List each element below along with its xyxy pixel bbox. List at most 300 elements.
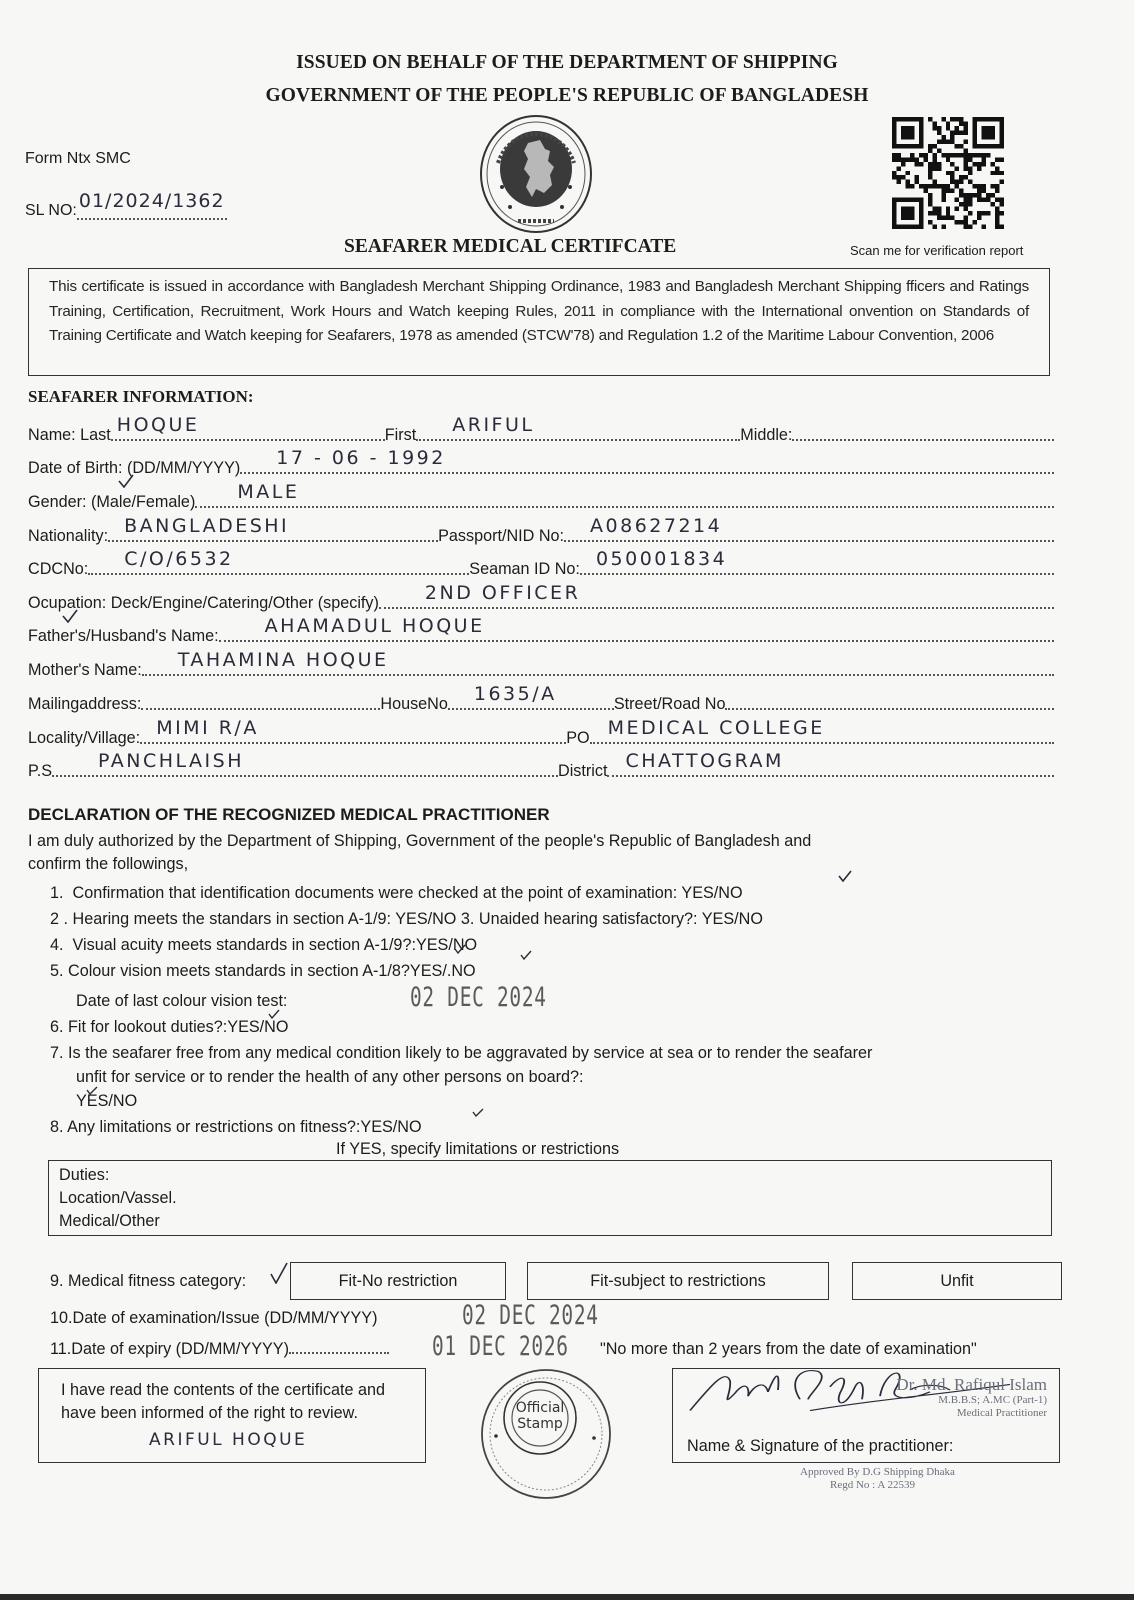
qr-module — [892, 220, 896, 224]
qr-module — [896, 198, 900, 202]
qr-module — [937, 162, 941, 166]
qr-module — [973, 130, 977, 134]
mother-name-label: Mother's Name: — [28, 661, 142, 679]
qr-module — [941, 225, 945, 229]
scan-edge — [0, 1594, 1134, 1600]
practitioner-stamp-approval: Approved By D.G Shipping Dhaka — [800, 1466, 955, 1478]
qr-module — [995, 216, 999, 220]
occupation-field[interactable] — [379, 583, 1054, 609]
qr-module — [910, 135, 914, 139]
seaman-id-value: 050001834 — [595, 548, 728, 570]
gender-label: Gender: (Male/Female) — [28, 493, 196, 511]
qr-module — [950, 162, 954, 166]
qr-module — [910, 216, 914, 220]
exam-date-label: 10.Date of examination/Issue (DD/MM/YYYY) — [50, 1309, 378, 1327]
father-check-icon — [62, 609, 78, 623]
qr-module — [973, 220, 977, 224]
expiry-note: "No more than 2 years from the date of examination" — [600, 1340, 977, 1358]
qr-module — [982, 189, 986, 193]
qr-module — [968, 157, 972, 161]
qr-module — [910, 144, 914, 148]
middle-name-label: Middle: — [740, 426, 793, 444]
qr-module — [905, 198, 909, 202]
gender-male-check-icon — [118, 474, 134, 488]
qr-module — [995, 184, 999, 188]
ps-value: PANCHLAISH — [98, 750, 244, 772]
street-field[interactable] — [725, 684, 1054, 710]
official-stamp-icon — [478, 1366, 614, 1502]
middle-name-field[interactable] — [792, 415, 1054, 441]
qr-module — [914, 162, 918, 166]
qr-module — [964, 175, 968, 179]
qr-module — [950, 171, 954, 175]
declaration-intro-1: I am duly authorized by the Department of Shipping, Government of the people's Republic of Bangladesh and — [28, 832, 812, 850]
qr-module — [991, 171, 995, 175]
qr-module — [964, 148, 968, 152]
row-cdc — [28, 549, 1054, 579]
qr-module — [919, 211, 923, 215]
district-value: CHATTOGRAM — [625, 750, 784, 772]
house-no-value: 1635/A — [473, 683, 557, 705]
qr-module — [995, 144, 999, 148]
declaration-item-1: 1. Confirmation that identification documents were checked at the point of examination: YES/NO — [50, 884, 743, 902]
qr-module — [968, 198, 972, 202]
qr-module — [1000, 126, 1004, 130]
seafarer-signature-name: ARIFUL HOQUE — [149, 1430, 308, 1450]
practitioner-stamp-regd: Regd No : A 22539 — [830, 1479, 915, 1491]
practitioner-stamp-name: Dr. Md. Rafiqul Islam — [896, 1375, 1047, 1394]
header-government: GOVERNMENT OF THE PEOPLE'S REPUBLIC OF BANGLADESH — [265, 85, 869, 106]
qr-module — [964, 207, 968, 211]
qr-module — [982, 211, 986, 215]
qr-module — [910, 126, 914, 130]
fitness-option-fit-subject-to-restrictions[interactable]: Fit-subject to restrictions — [527, 1262, 829, 1300]
qr-module — [919, 225, 923, 229]
qr-module — [905, 126, 909, 130]
nationality-field[interactable] — [108, 516, 438, 542]
qr-module — [919, 162, 923, 166]
qr-caption: Scan me for verification report — [850, 243, 1024, 258]
qr-module — [950, 139, 954, 143]
qr-module — [973, 153, 977, 157]
declaration-item-6: 6. Fit for lookout duties?:YES/NO — [50, 1018, 289, 1036]
qr-module — [928, 171, 932, 175]
qr-module — [896, 166, 900, 170]
qr-module — [986, 193, 990, 197]
declaration-heading: DECLARATION OF THE RECOGNIZED MEDICAL PRACTITIONER — [28, 805, 550, 824]
dob-field[interactable] — [240, 448, 1054, 474]
qr-module — [905, 184, 909, 188]
seafarer-info-heading: SEAFARER INFORMATION: — [28, 387, 254, 406]
qr-module — [1000, 198, 1004, 202]
qr-module — [977, 117, 981, 121]
qr-module — [968, 166, 972, 170]
locality-value: MIMI R/A — [156, 717, 259, 739]
qr-module — [892, 198, 896, 202]
qr-module — [982, 153, 986, 157]
qr-module — [950, 216, 954, 220]
qr-module — [986, 153, 990, 157]
qr-module — [973, 193, 977, 197]
qr-module — [991, 202, 995, 206]
qr-module — [986, 126, 990, 130]
qr-module — [905, 225, 909, 229]
qr-module — [964, 130, 968, 134]
qr-module — [919, 126, 923, 130]
qr-module — [982, 157, 986, 161]
qr-module — [968, 193, 972, 197]
nationality-label: Nationality: — [28, 527, 109, 545]
qr-module — [977, 193, 981, 197]
qr-module — [932, 121, 936, 125]
qr-module — [982, 135, 986, 139]
qr-module — [991, 144, 995, 148]
qr-module — [905, 171, 909, 175]
qr-module — [932, 166, 936, 170]
row-occupation — [28, 583, 1054, 613]
qr-module — [932, 225, 936, 229]
qr-module — [941, 189, 945, 193]
ps-label: P.S — [28, 762, 53, 780]
qr-module — [946, 216, 950, 220]
po-field[interactable] — [590, 718, 1054, 744]
qr-module — [959, 144, 963, 148]
qr-module — [986, 130, 990, 134]
gender-value: MALE — [237, 481, 300, 503]
qr-module — [928, 175, 932, 179]
qr-module — [910, 130, 914, 134]
header-department: ISSUED ON BEHALF OF THE DEPARTMENT OF SHIPPING — [296, 52, 838, 73]
locality-field[interactable] — [140, 718, 566, 744]
qr-module — [901, 157, 905, 161]
qr-module — [950, 130, 954, 134]
practitioner-stamp-top — [687, 1375, 1047, 1420]
qr-module — [928, 162, 932, 166]
first-name-field[interactable] — [416, 415, 740, 441]
acknowledgement-text: I have read the contents of the certificate and have been informed of the right to review. — [61, 1381, 385, 1422]
qr-module — [1000, 171, 1004, 175]
qr-module — [919, 117, 923, 121]
qr-module — [919, 202, 923, 206]
practitioner-stamp-qualification: M.B.B.S; A.MC (Part-1) — [938, 1394, 1047, 1406]
qr-module — [905, 117, 909, 121]
qr-module — [986, 117, 990, 121]
gender-field[interactable] — [195, 482, 1054, 508]
qr-module — [905, 211, 909, 215]
qr-module — [919, 153, 923, 157]
ps-field[interactable] — [52, 751, 558, 777]
qr-module — [973, 144, 977, 148]
last-name-field[interactable] — [111, 415, 385, 441]
seaman-id-field[interactable] — [580, 549, 1054, 575]
declaration-item-2-3: 2 . Hearing meets the standars in section A-1/9: YES/NO 3. Unaided hearing satisfactory?: YES/NO — [50, 910, 763, 928]
qr-module — [932, 157, 936, 161]
qr-module — [946, 189, 950, 193]
qr-module — [964, 216, 968, 220]
qr-module — [991, 126, 995, 130]
qr-module — [973, 126, 977, 130]
occupation-label: Ocupation: Deck/Engine/Catering/Other (specify) — [28, 594, 379, 612]
qr-module — [1000, 130, 1004, 134]
practitioner-label: Name & Signature of the practitioner: — [687, 1437, 954, 1455]
qr-module — [946, 184, 950, 188]
qr-module — [955, 180, 959, 184]
qr-module — [919, 220, 923, 224]
qr-module — [986, 211, 990, 215]
qr-module — [955, 144, 959, 148]
qr-module — [959, 153, 963, 157]
qr-module — [905, 216, 909, 220]
qr-module — [995, 220, 999, 224]
declaration-intro-2: confirm the followings, — [28, 855, 189, 873]
qr-module — [937, 130, 941, 134]
qr-module — [995, 157, 999, 161]
house-no-field[interactable] — [448, 684, 614, 710]
row-dob — [28, 448, 1054, 478]
qr-module — [941, 135, 945, 139]
qr-module — [896, 153, 900, 157]
qr-module — [950, 180, 954, 184]
practitioner-stamp-bottom — [800, 1466, 1050, 1492]
qr-module — [986, 135, 990, 139]
qr-module — [905, 144, 909, 148]
qr-module — [968, 180, 972, 184]
qr-module — [982, 144, 986, 148]
qr-module — [937, 216, 941, 220]
father-name-value: AHAMADUL HOQUE — [264, 615, 485, 637]
qr-module — [941, 193, 945, 197]
qr-module — [950, 175, 954, 179]
qr-module — [937, 148, 941, 152]
qr-module — [928, 117, 932, 121]
district-field[interactable] — [607, 751, 1054, 777]
qr-module — [910, 117, 914, 121]
qr-module — [923, 157, 927, 161]
qr-module — [901, 175, 905, 179]
qr-module — [955, 126, 959, 130]
exam-date-stamp: 02 DEC 2024 — [462, 1300, 599, 1331]
qr-module — [973, 139, 977, 143]
qr-module — [932, 180, 936, 184]
verification-qr-code[interactable] — [892, 117, 1004, 229]
medical-other-label: Medical/Other — [59, 1212, 160, 1230]
seaman-id-label: Seaman ID No: — [469, 560, 580, 578]
qr-module — [973, 184, 977, 188]
qr-module — [964, 126, 968, 130]
qr-module — [914, 117, 918, 121]
qr-module — [941, 139, 945, 143]
qr-module — [901, 162, 905, 166]
qr-module — [991, 117, 995, 121]
qr-module — [968, 171, 972, 175]
qr-module — [959, 189, 963, 193]
qr-module — [1000, 202, 1004, 206]
qr-module — [932, 211, 936, 215]
qr-module — [905, 180, 909, 184]
qr-module — [919, 121, 923, 125]
declaration-item-5: 5. Colour vision meets standards in section A-1/8?YES/.NO — [50, 962, 476, 980]
qr-module — [986, 198, 990, 202]
house-no-label: HouseNo — [380, 695, 448, 713]
fitness-category-label: 9. Medical fitness category: — [50, 1272, 247, 1290]
qr-module — [901, 211, 905, 215]
qr-module — [905, 130, 909, 134]
qr-module — [977, 153, 981, 157]
qr-module — [932, 184, 936, 188]
qr-module — [977, 189, 981, 193]
dob-value: 17 - 06 - 1992 — [276, 447, 446, 469]
qr-module — [964, 153, 968, 157]
qr-module — [977, 184, 981, 188]
qr-module — [901, 126, 905, 130]
practitioner-signature-box — [672, 1368, 1060, 1463]
qr-module — [946, 211, 950, 215]
certificate-title: SEAFARER MEDICAL CERTIFCATE — [344, 236, 677, 257]
qr-module — [937, 126, 941, 130]
qr-module — [959, 180, 963, 184]
qr-module — [964, 162, 968, 166]
colour-test-label: Date of last colour vision test: — [76, 992, 288, 1010]
qr-module — [928, 184, 932, 188]
mother-name-field[interactable] — [142, 650, 1054, 676]
qr-module — [928, 144, 932, 148]
qr-module — [950, 153, 954, 157]
qr-module — [937, 207, 941, 211]
qr-module — [914, 157, 918, 161]
qr-module — [896, 117, 900, 121]
colour-test-date-stamp: 02 DEC 2024 — [410, 982, 547, 1013]
district-label: District — [558, 762, 608, 780]
qr-module — [995, 225, 999, 229]
qr-module — [959, 117, 963, 121]
row-father — [28, 616, 1054, 646]
qr-module — [1000, 135, 1004, 139]
qr-module — [941, 117, 945, 121]
qr-module — [910, 153, 914, 157]
qr-module — [892, 175, 896, 179]
qr-module — [901, 198, 905, 202]
qr-module — [959, 220, 963, 224]
row-nationality — [28, 516, 1054, 546]
row-gender — [28, 482, 1054, 512]
row-mailing — [28, 684, 1054, 714]
qr-module — [892, 144, 896, 148]
qr-module — [932, 126, 936, 130]
qr-module — [964, 202, 968, 206]
qr-module — [1000, 144, 1004, 148]
qr-module — [901, 225, 905, 229]
qr-module — [901, 117, 905, 121]
duties-label: Duties: — [59, 1166, 110, 1184]
fitness-option-fit-no-restriction[interactable]: Fit-No restriction — [290, 1262, 506, 1300]
qr-module — [937, 211, 941, 215]
qr-module — [995, 166, 999, 170]
qr-module — [923, 153, 927, 157]
qr-module — [919, 198, 923, 202]
qr-module — [892, 117, 896, 121]
qr-module — [932, 162, 936, 166]
qr-module — [959, 130, 963, 134]
qr-module — [919, 139, 923, 143]
qr-module — [986, 144, 990, 148]
qr-module — [950, 135, 954, 139]
qr-module — [982, 225, 986, 229]
qr-module — [977, 211, 981, 215]
regulation-statement: This certificate is issued in accordance with Bangladesh Merchant Shipping Ordinance, 1983 and Bangladesh Merchant Shipping fficers and Ratings Training, Certification, Recruitment, Work Hours and Watch keeping Rules, 2011 in compliance with the International onvention on Standards of Training Certificate and Watch keeping for Seafarers, 1978 as amended (STCW'78) and Regulation 1.2 of the Maritime Labour Convention, 2006 — [28, 268, 1050, 376]
qr-module — [914, 180, 918, 184]
qr-module — [1000, 157, 1004, 161]
first-name-value: ARIFUL — [452, 414, 535, 436]
qr-module — [1000, 225, 1004, 229]
cdc-field[interactable] — [88, 549, 469, 575]
qr-module — [955, 153, 959, 157]
father-name-field[interactable] — [219, 616, 1054, 642]
sl-no-label: SL NO: — [25, 202, 77, 219]
sl-no-value: 01/2024/1362 — [78, 190, 225, 212]
qr-module — [964, 193, 968, 197]
row-ps — [28, 751, 1054, 781]
qr-module — [923, 184, 927, 188]
qr-module — [892, 130, 896, 134]
qr-module — [977, 162, 981, 166]
qr-module — [937, 166, 941, 170]
qr-module — [946, 121, 950, 125]
form-code: Form Ntx SMC — [25, 150, 131, 167]
qr-module — [955, 184, 959, 188]
qr-module — [932, 207, 936, 211]
limitations-caption: If YES, specify limitations or restrictions — [336, 1140, 620, 1158]
qr-module — [964, 121, 968, 125]
qr-module — [977, 216, 981, 220]
limitations-box[interactable] — [48, 1160, 1052, 1236]
qr-module — [959, 175, 963, 179]
qr-module — [928, 193, 932, 197]
last-name-value: HOQUE — [116, 414, 200, 436]
declaration-item-4: 4. Visual acuity meets standards in section A-1/9?:YES/NO — [50, 936, 478, 954]
qr-module — [982, 198, 986, 202]
qr-module — [892, 225, 896, 229]
passport-field[interactable] — [564, 516, 1054, 542]
qr-module — [995, 211, 999, 215]
qr-module — [995, 171, 999, 175]
qr-module — [964, 225, 968, 229]
item-8-no-check-icon — [472, 1108, 484, 1117]
qr-module — [892, 157, 896, 161]
qr-module — [892, 153, 896, 157]
fitness-option-unfit[interactable]: Unfit — [852, 1262, 1062, 1300]
qr-module — [955, 130, 959, 134]
qr-module — [892, 202, 896, 206]
qr-module — [892, 216, 896, 220]
qr-module — [964, 198, 968, 202]
qr-module — [955, 166, 959, 170]
qr-module — [968, 202, 972, 206]
qr-module — [923, 189, 927, 193]
qr-module — [995, 198, 999, 202]
qr-module — [928, 211, 932, 215]
expiry-date-label: 11.Date of expiry (DD/MM/YYYY) — [50, 1340, 389, 1359]
qr-module — [959, 202, 963, 206]
row-name — [28, 415, 1054, 445]
mailing-address-field[interactable] — [141, 684, 380, 710]
cdc-value: C/O/6532 — [124, 548, 234, 570]
qr-module — [892, 207, 896, 211]
qr-module — [937, 139, 941, 143]
qr-module — [937, 184, 941, 188]
cdc-label: CDCNo: — [28, 560, 89, 578]
last-name-label: Name: Last — [28, 426, 111, 444]
qr-module — [928, 202, 932, 206]
